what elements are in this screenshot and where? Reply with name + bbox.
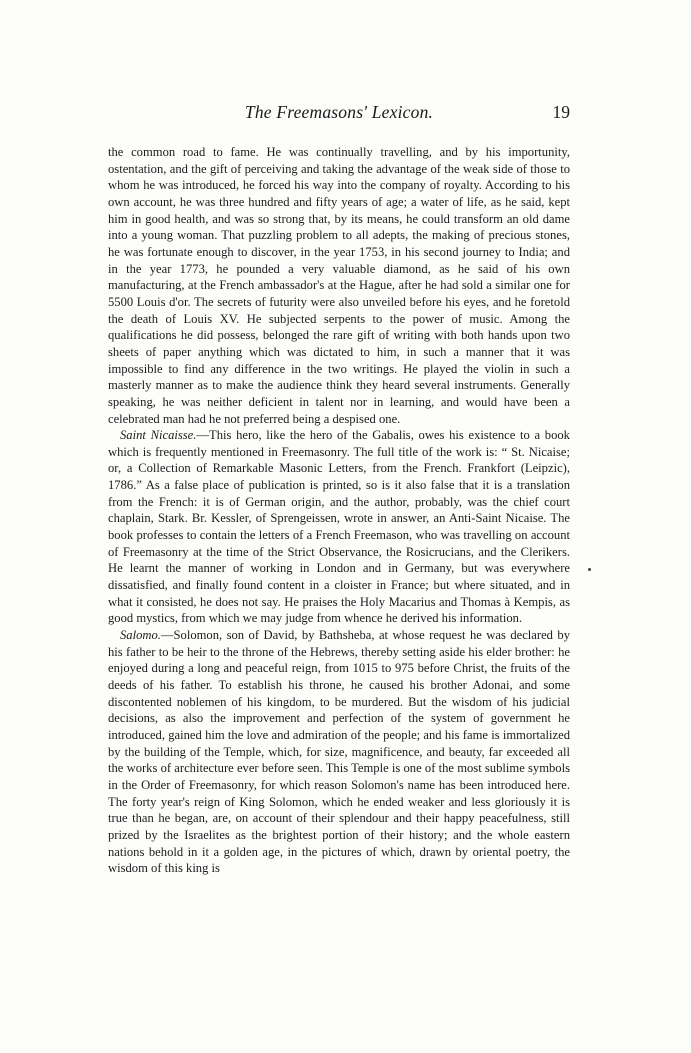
entry-salomo [108,627,570,877]
ink-speck [588,568,591,571]
entry-term: Salomo. [120,628,161,643]
page-header [108,102,570,126]
entry-text: —This hero, like the hero of the Gabalis, owes his existence to a book which is frequently mentioned in Freemasonry. The full title of the work is: “ St. Nicaise; or, a Collection of Remarkable Masonic Letters, from the French. Frankfort (Leipzic), 1786.” As a false place of publication is printed, so is it also false that it is a translation from the French: it is of German origin, and the author, probably, was the chief court chaplain, Stark. Br. Kessler, of Sprengeissen, wrote in answer, an Anti-Saint Nicaise. The book professes to contain the letters of a French Freemason, who was travelling on account of Freemasonry at the time of the Strict Observance, the Rosicrucians, and the Clerikers. He learnt the manner of working in London and in Germany, but was everywhere dissatisfied, and finally found content in a cloister in France; but where situated, and in what it consisted, he does not say. He praises the Holy Macarius and Thomas à Kempis, as good mystics, from which we may judge from whence he derived his information. [108,428,570,626]
paragraph-text: the common road to fame. He was continually travelling, and by his importunity, ostentation, and the gift of perceiving and taking the advantage of the weak side of those to whom he was introduced, he forced his way into the company of royalty. According to his own account, he was three hundred and fifty years of age; a water of life, as he said, kept him in good health, and was so strong that, by its means, he could transform an old dame into a young woman. That puzzling problem to all adepts, the making of precious stones, he was fortunate enough to discover, in the year 1753, in his second journey to India; and in the year 1773, he pounded a very valuable diamond, as he said of his own manufacturing, at the French ambassador's at the Hague, after he had sold a similar one for 5500 Louis d'or. The secrets of futurity were also unveiled before his eyes, and he foretold the death of Louis XV. He subjected serpents to the power of music. Among the qualifications he did possess, belonged the rare gift of writing with both hands upon two sheets of paper anything which was dictated to him, in such a manner that it was impossible to find any difference in the two writings. He played the violin in such a masterly manner as to make the audience think they heard several instruments. Generally speaking, he was neither deficient in talent nor in learning, and would have been a celebrated man had he not preferred being a despised one. [108,145,570,426]
running-title: The Freemasons' Lexicon. [244,102,434,122]
entry-saint-nicaisse [108,427,570,627]
body-text [108,144,570,877]
page-number: 19 [552,102,570,122]
entry-term: Saint Nicaisse. [120,428,197,443]
paragraph-saint-germain-continued [108,144,570,427]
entry-text: —Solomon, son of David, by Bathsheba, at whose request he was declared by his father to be heir to the throne of the Hebrews, thereby setting aside his elder brother: he enjoyed during a long and peaceful reign, from 1015 to 975 before Christ, the fruits of the deeds of his father. To establish his throne, he caused his brother Adonai, and some discontented noblemen of his kingdom, to be murdered. But the wisdom of his judicial decisions, as also the improvement and perfection of the system of government he introduced, gained him the love and admiration of the people; and his fame is immortalized by the building of the Temple, which, for size, magnificence, and beauty, far exceeded all the works of architecture ever before seen. This Temple is one of the most sublime symbols in the Order of Freemasonry, for which reason Solomon's name has been introduced here. The forty year's reign of King Solomon, which he ended weaker and less gloriously it is true than he began, are, on account of their splendour and their happy peacefulness, still prized by the Israelites as the brightest portion of their history; and the whole eastern nations behold in it a golden age, in the pictures of which, drawn by oriental poetry, the wisdom of this king is [108,628,570,876]
